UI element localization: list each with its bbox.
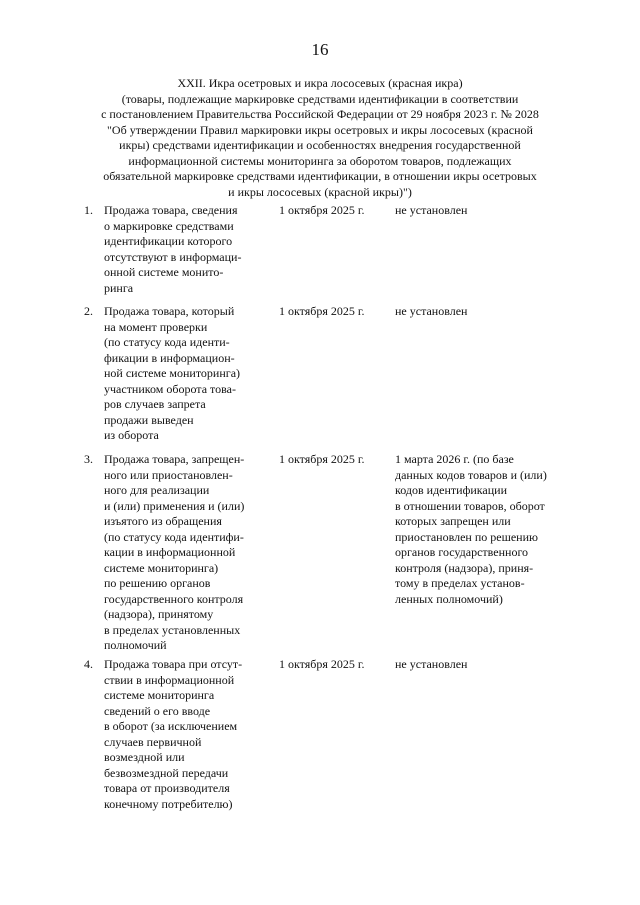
heading-line: обязательной маркировке средствами идентификации, в отношении икры осетровых [103, 169, 537, 183]
description-line: (по статусу кода идентифи- [104, 529, 244, 544]
description-line: из оборота [104, 428, 159, 442]
status-line: данных кодов товаров и (или) [395, 467, 547, 482]
description-line: ного для реализации [104, 483, 210, 497]
description-line: полномочий [104, 638, 167, 652]
entry-number: 2. [84, 304, 93, 318]
description-line: продажи выведен [104, 412, 194, 427]
entry-number: 3. [84, 452, 93, 466]
entry-description [104, 304, 264, 444]
description-line: случаев первичной [104, 734, 202, 749]
status-line: не установлен [395, 304, 468, 318]
heading-line: икры) средствами идентификации и особенностях внедрения государственной [119, 138, 521, 152]
description-line: государственного контроля [104, 591, 244, 606]
heading-line: XXII. Икра осетровых и икра лососевых (красная икра) [177, 76, 463, 90]
entry-number: 4. [84, 657, 93, 671]
description-line: о маркировке средствами [104, 218, 234, 233]
description-line: Продажа товара при отсут- [104, 657, 243, 671]
description-line: фикации в информацион- [104, 350, 235, 365]
entry-date: 1 октября 2025 г. [279, 304, 365, 318]
status-line: которых запрещен или [395, 514, 511, 528]
description-line: в пределах установленных [104, 622, 241, 637]
status-line: не установлен [395, 657, 468, 671]
description-line: ринга [104, 280, 134, 295]
entry-date: 1 октября 2025 г. [279, 203, 365, 217]
entry-date: 1 октября 2025 г. [279, 452, 365, 466]
entry-status [395, 304, 570, 320]
description-line: изъятого из обращения [104, 514, 222, 528]
description-line: (по статусу кода иденти- [104, 335, 230, 349]
heading-line: с постановлением Правительства Российской Федерации от 29 ноября 2023 г. № 2028 [101, 107, 539, 121]
status-line: 1 марта 2026 г. (по базе [395, 452, 514, 466]
description-line: (надзора), принятому [104, 607, 214, 621]
heading-line: "Об утверждении Правил маркировки икры осетровых и икры лососевых (красной [107, 122, 533, 137]
description-line: Продажа товара, который [104, 304, 235, 318]
description-line: участником оборота това- [104, 381, 236, 396]
heading-line: (товары, подлежащие маркировке средствами идентификации в соответствии [121, 91, 519, 106]
entry-description [104, 657, 264, 812]
entry-status [395, 203, 570, 219]
description-line: на момент проверки [104, 319, 208, 334]
description-line: и (или) применения и (или) [104, 498, 245, 513]
status-line: кодов идентификации [395, 483, 508, 497]
description-line: идентификации которого [104, 234, 233, 248]
description-line: отсутствуют в информаци- [104, 249, 242, 264]
description-line: безвозмездной передачи [104, 765, 229, 780]
status-line: приостановлен по решению [395, 529, 538, 544]
status-line: не установлен [395, 203, 468, 217]
heading-line: и икры лососевых (красной икры)") [228, 184, 412, 199]
description-line: Продажа товара, запрещен- [104, 452, 245, 466]
entry-description [104, 452, 264, 654]
description-line: ного или приостановлен- [104, 467, 233, 482]
description-line: Продажа товара, сведения [104, 203, 238, 217]
description-line: ров случаев запрета [104, 397, 206, 411]
description-line: системе мониторинга [104, 688, 215, 702]
status-line: ленных полномочий) [395, 591, 503, 606]
description-line: кации в информационной [104, 545, 236, 559]
description-line: товара от производителя [104, 781, 230, 795]
description-line: системе мониторинга) [104, 560, 219, 575]
page-number: 16 [311, 40, 329, 59]
description-line: в оборот (за исключением [104, 719, 238, 733]
description-line: ной системе мониторинга) [104, 366, 241, 380]
status-line: контроля (надзора), приня- [395, 560, 534, 575]
entry-status [395, 657, 570, 673]
entry-date: 1 октября 2025 г. [279, 657, 365, 671]
section-heading [90, 76, 550, 200]
heading-line: информационной системы мониторинга за оборотом товаров, подлежащих [128, 153, 512, 168]
entry-description [104, 203, 264, 296]
description-line: онной системе монито- [104, 265, 224, 279]
description-line: по решению органов [104, 576, 211, 590]
entry-number: 1. [84, 203, 93, 217]
description-line: ствии в информационной [104, 672, 235, 687]
status-line: органов государственного [395, 545, 529, 559]
description-line: конечному потребителю) [104, 796, 233, 811]
description-line: возмездной или [104, 750, 185, 764]
status-line: тому в пределах установ- [395, 576, 525, 590]
entry-status [395, 452, 570, 607]
description-line: сведений о его вводе [104, 703, 211, 718]
status-line: в отношении товаров, оборот [395, 498, 545, 513]
